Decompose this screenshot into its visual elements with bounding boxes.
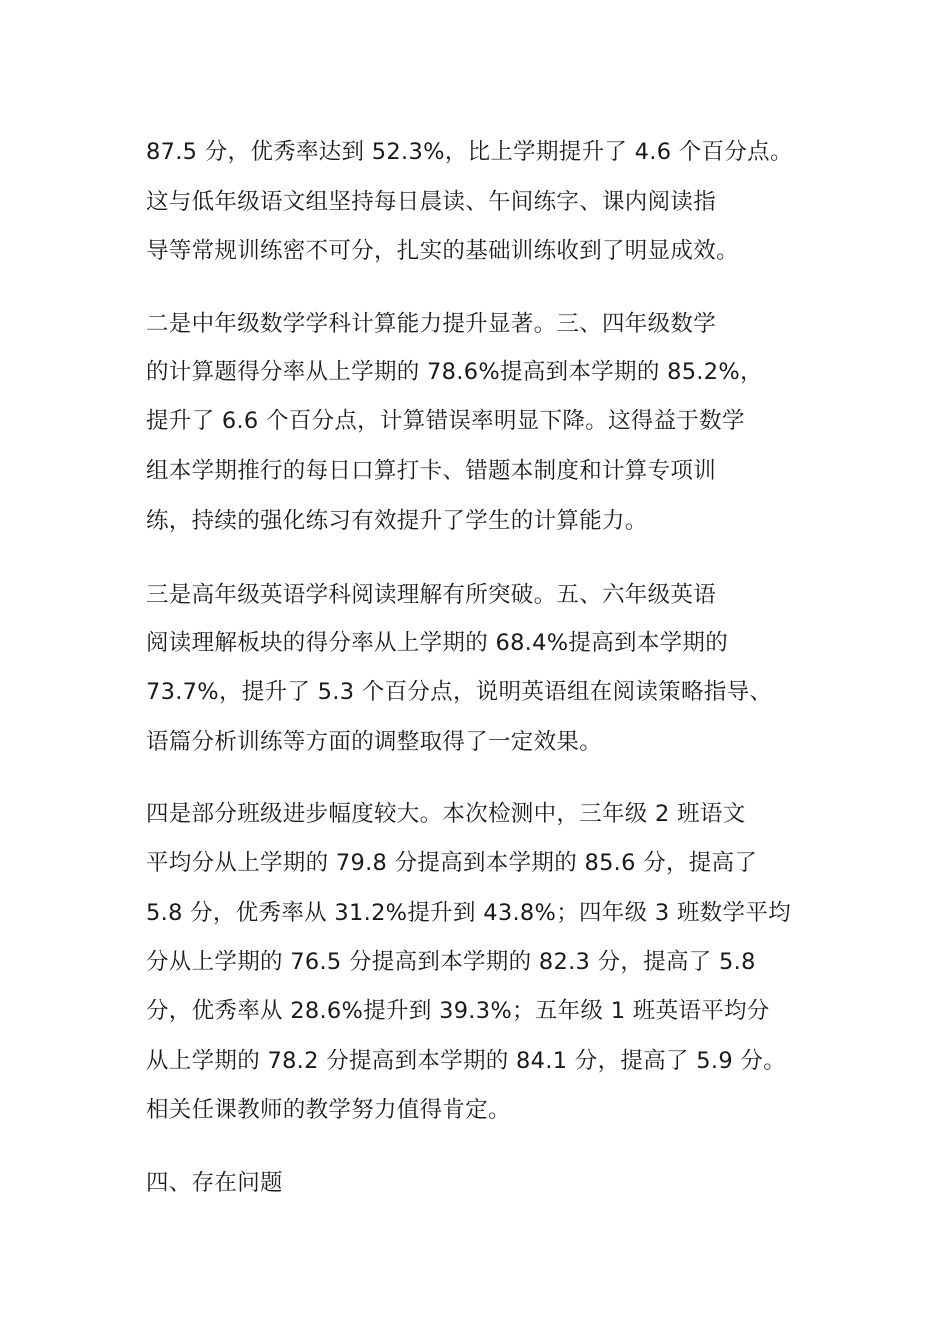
text-line: 导等常规训练密不可分，扎实的基础训练收到了明显成效。 [146,238,739,264]
text-line: 平均分从上学期的 79.8 分提高到本学期的 85.6 分，提高了 [146,850,758,876]
text-line: 练，持续的强化练习有效提升了学生的计算能力。 [146,508,648,534]
text-line: 87.5 分，优秀率达到 52.3%，比上学期提升了 4.6 个百分点。 [146,139,793,165]
text-line: 这与低年级语文组坚持每日晨读、午间练字、课内阅读指 [146,189,717,215]
text-line: 相关任课教师的教学努力值得肯定。 [146,1097,511,1123]
text-line: 组本学期推行的每日口算打卡、错题本制度和计算专项训 [146,458,717,484]
text-line: 的计算题得分率从上学期的 78.6%提高到本学期的 85.2%， [146,359,763,385]
text-line: 语篇分析训练等方面的调整取得了一定效果。 [146,729,603,755]
text-line: 三是高年级英语学科阅读理解有所突破。五、六年级英语 [146,582,717,608]
text-line: 73.7%，提升了 5.3 个百分点，说明英语组在阅读策略指导、 [146,679,773,705]
text-line: 阅读理解板块的得分率从上学期的 68.4%提高到本学期的 [146,630,729,656]
text-line: 提升了 6.6 个百分点，计算错误率明显下降。这得益于数学 [146,408,745,434]
text-line: 分从上学期的 76.5 分提高到本学期的 82.3 分，提高了 5.8 [146,949,756,975]
section-heading: 四、存在问题 [146,1170,283,1196]
text-line: 5.8 分，优秀率从 31.2%提升到 43.8%；四年级 3 班数学平均 [146,900,791,926]
text-line: 二是中年级数学学科计算能力提升显著。三、四年级数学 [146,311,717,337]
text-line: 四是部分班级进步幅度较大。本次检测中，三年级 2 班语文 [146,801,746,827]
text-line: 分，优秀率从 28.6%提升到 39.3%；五年级 1 班英语平均分 [146,998,770,1024]
text-line: 从上学期的 78.2 分提高到本学期的 84.1 分，提高了 5.9 分。 [146,1048,786,1074]
